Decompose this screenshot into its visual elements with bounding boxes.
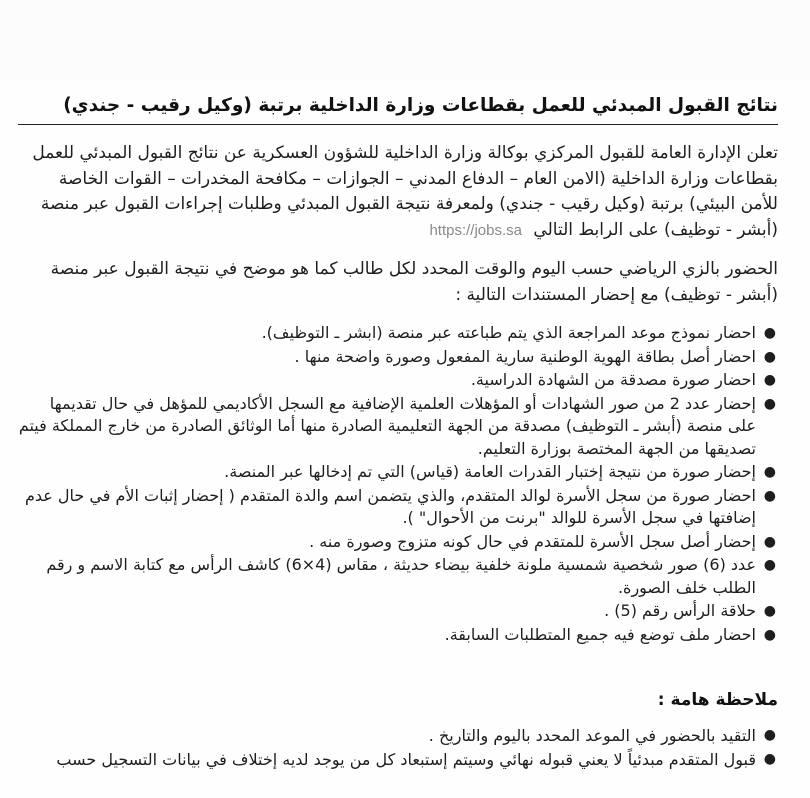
bullet-icon: ● [763,325,776,341]
bullet-icon: ● [763,487,776,504]
attendance-paragraph: الحضور بالزي الرياضي حسب اليوم والوقت المحدد لكل طالب كما هو موضح في نتيجة القبول عبر منصة (أبشر - توظيف) مع إحضار المستندات التالية : [50,259,778,305]
list-item-text: إحضار أصل سجل الأسرة للمتقدم في حال كونه متزوج وصورة منه . [309,531,756,551]
bullet-icon: ● [763,751,776,767]
list-item-text: التقيد بالحضور في الموعد المحدد باليوم والتاريخ . [428,726,756,745]
important-note-heading: ملاحظة هامة : [657,690,778,710]
list-item [18,748,776,771]
bullet-icon: ● [763,348,776,365]
list-item [18,369,776,392]
list-item-text: احضار صورة مصدقة من الشهادة الدراسية. [470,370,756,389]
list-item [18,600,776,623]
list-item [18,461,776,484]
page-top-margin [0,0,810,80]
bullet-icon: ● [763,603,776,619]
bullet-icon: ● [763,727,776,743]
bullet-icon: ● [763,395,776,412]
document-title: نتائج القبول المبدئي للعمل بقطاعات وزارة الداخلية برتبة (وكيل رقيب - جندي) [18,92,778,125]
bullet-icon: ● [763,557,776,573]
notes-list [18,724,778,771]
list-item [18,531,776,554]
list-item-text: احضار نموذج موعد المراجعة الذي يتم طباعته عبر منصة (ابشر ـ التوظيف). [261,323,756,342]
intro-paragraph [18,141,778,243]
list-item-text: حلاقة الرأس رقم (5) . [604,601,756,620]
bullet-icon: ● [763,533,776,550]
list-item [18,724,776,747]
list-item [18,624,776,647]
list-item-text: احضار ملف توضع فيه جميع المتطلبات السابقة. [444,624,756,644]
list-item [18,393,776,461]
bullet-icon: ● [763,626,776,643]
list-item-text: احضار أصل بطاقة الهوية الوطنية سارية المفعول وصورة واضحة منها . [294,346,756,366]
jobs-link[interactable]: https://jobs.sa [429,221,523,239]
list-item [18,554,776,599]
requirements-list [18,322,778,646]
list-item-text: قبول المتقدم مبدئياً لا يعني قبوله نهائي وسيتم إستبعاد كل من يوجد لديه إختلاف في بيانات التسجيل حسب [56,750,756,769]
list-item [18,322,776,345]
bullet-icon: ● [763,464,776,480]
list-item-text: إحضار صورة من نتيجة إختبار القدرات العامة (قياس) التي تم إدخالها عبر المنصة. [224,462,756,481]
bullet-icon: ● [763,372,776,388]
list-item-text: عدد (6) صور شخصية شمسية ملونة خلفية بيضاء حديثة ، مقاس (4×6) كاشف الرأس مع كتابة الاسم و رقم الطلب خلف الصورة. [46,555,756,597]
list-item-text: احضار صورة من سجل الأسرة لوالد المتقدم، والذي يتضمن اسم والدة المتقدم ( إحضار إثبات الأم في حال عدم إضافتها في سجل الأسرة للوالد "برنت من الأحوال" ). [24,485,756,527]
list-item [18,485,776,530]
list-item-text: إحضار عدد 2 من صور الشهادات أو المؤهلات العلمية الإضافية مع السجل الأكاديمي للمؤهل في حال تقديمها على منصة (أبشر ـ التوظيف) مصدقة من الجهة التعليمية الصادرة منها أما الوثائق الصادرة من خارج المملكة فيتم تصديقها من الجهة المختصة بوزارة التعليم. [18,393,756,458]
intro-text: تعلن الإدارة العامة للقبول المركزي بوكالة وزارة الداخلية للشؤون العسكرية عن نتائج القبول المبدئي للعمل بقطاعات وزارة الداخلية (الامن العام – الدفاع المدني – الجوازات – مكافحة المخدرات – القوات الخاصة للأمن البيئي) برتبة (وكيل رقيب - جندي) ولمعرفة نتيجة القبول المبدئي وطلبات إجراءات القبول عبر منصة (أبشر - توظيف) على الرابط التالي [32,143,778,240]
list-item [18,346,776,369]
document-content [18,92,778,772]
